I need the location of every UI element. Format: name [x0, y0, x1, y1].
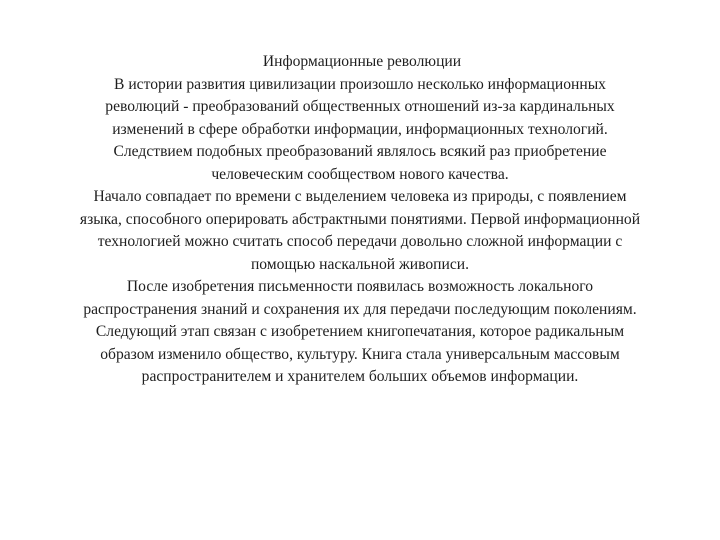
paragraph-revolutions: В истории развития цивилизации произошло несколько информационных революций - преобразований общественных отношений из-за кардинальных изменений в сфере обработки информации, информационных технологий. Следствием подобных преобразований являлось всякий раз приобретение человеческим сообществом нового качества. — [105, 75, 615, 183]
slide-title: Информационные революции — [262, 53, 462, 70]
paragraph-writing: После изобретения письменности появилась возможность локального распространения знаний и сохранения их для передачи последующим поколениям. — [83, 278, 637, 318]
paragraph-language-origin: Начало совпадает по времени с выделением человека из природы, с появлением языка, способного оперировать абстрактными понятиями. Первой информационной технологией можно считать способ передачи довольно сложной информации с помощью наскальной живописи. — [79, 188, 641, 273]
paragraph-printing: Следующий этап связан с изобретением книгопечатания, которое радикальным образом изменило общество, культуру. Книга стала универсальным массовым распространителем и хранителем больших объемов информации. — [95, 323, 625, 385]
